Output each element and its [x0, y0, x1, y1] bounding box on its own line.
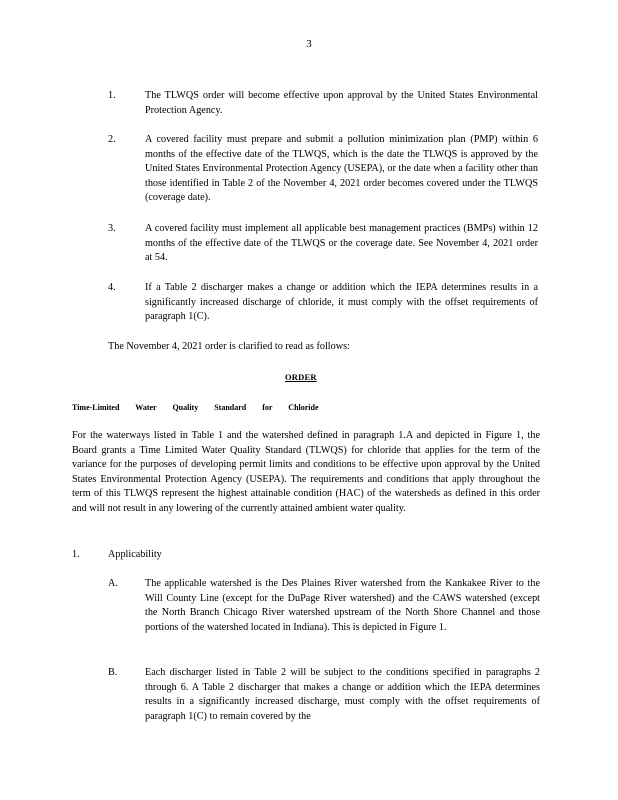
item-number: 4.: [108, 282, 116, 293]
item-number: 3.: [108, 223, 116, 234]
item-text: If a Table 2 discharger makes a change or addition which the IEPA determines results in a significantly increased discharge of chloride, it must comply with the offset requirements of paragraph 1(C).: [145, 282, 538, 323]
item-text: A covered facility must prepare and submit a pollution minimization plan (PMP) within 6 months of the effective date of the TLWQS, which is the date the TLWQS is approved by the United States Environmental Protection Agency (USEPA), or the date when a facility other than those identified in Table 2 of the November 4, 2021 order becomes covered under the TLWQS (coverage date).: [145, 134, 538, 204]
numbered-item-3: [108, 222, 538, 266]
sub-item-letter: B.: [108, 667, 118, 678]
numbered-item-2: [108, 133, 538, 206]
numbered-item-4: [108, 281, 538, 325]
order-heading: ORDER: [285, 372, 317, 382]
item-text: A covered facility must implement all applicable best management practices (BMPs) within 12 months of the effective date of the TLWQS or the coverage date. See November 4, 2021 order at 54.: [145, 223, 538, 264]
sub-item-letter: A.: [108, 578, 118, 589]
intro-paragraph: For the waterways listed in Table 1 and the watershed defined in paragraph 1.A and depicted in Figure 1, the Board grants a Time Limited Water Quality Standard (TLWQS) for chloride that applies for the term of the variance for the purposes of developing permit limits and conditions to be effective upon approval by the United States Environmental Protection Agency (USEPA). The requirements and conditions that apply throughout the term of this TLWQS represent the highest attainable condition (HAC) of the watersheds as defined in this order and will not result in any lowering of the currently attained ambient water quality.: [72, 430, 540, 514]
numbered-item-1: [108, 89, 538, 118]
item-number: 1.: [108, 90, 116, 101]
tlwqs-heading: Time-Limited Water Quality Standard for Chloride: [72, 403, 319, 412]
sub-item-text: Each discharger listed in Table 2 will be subject to the conditions specified in paragraphs 2 through 6. A Table 2 discharger that makes a change or addition which the IEPA determines results in a significantly increased discharge, must comply with the offset requirements of paragraph 1(C) to remain covered by the: [145, 667, 540, 722]
clarification-line: The November 4, 2021 order is clarified to read as follows:: [108, 341, 350, 352]
page-number: 3: [306, 38, 312, 50]
item-text: The TLWQS order will become effective upon approval by the United States Environmental Protection Agency.: [145, 90, 538, 116]
sub-item-text: The applicable watershed is the Des Plaines River watershed from the Kankakee River to the Will County Line (except for the DuPage River watershed) and the CAWS watershed (except the North Branch Chicago River watershed upstream of the North Shore Channel and those portions of the watershed located in Indiana). This is depicted in Figure 1.: [145, 578, 540, 633]
item-number: 2.: [108, 134, 116, 145]
section-title: Applicability: [108, 549, 162, 560]
sub-item-a: [108, 577, 540, 635]
section-number: 1.: [72, 549, 80, 560]
sub-item-b: [108, 666, 540, 724]
